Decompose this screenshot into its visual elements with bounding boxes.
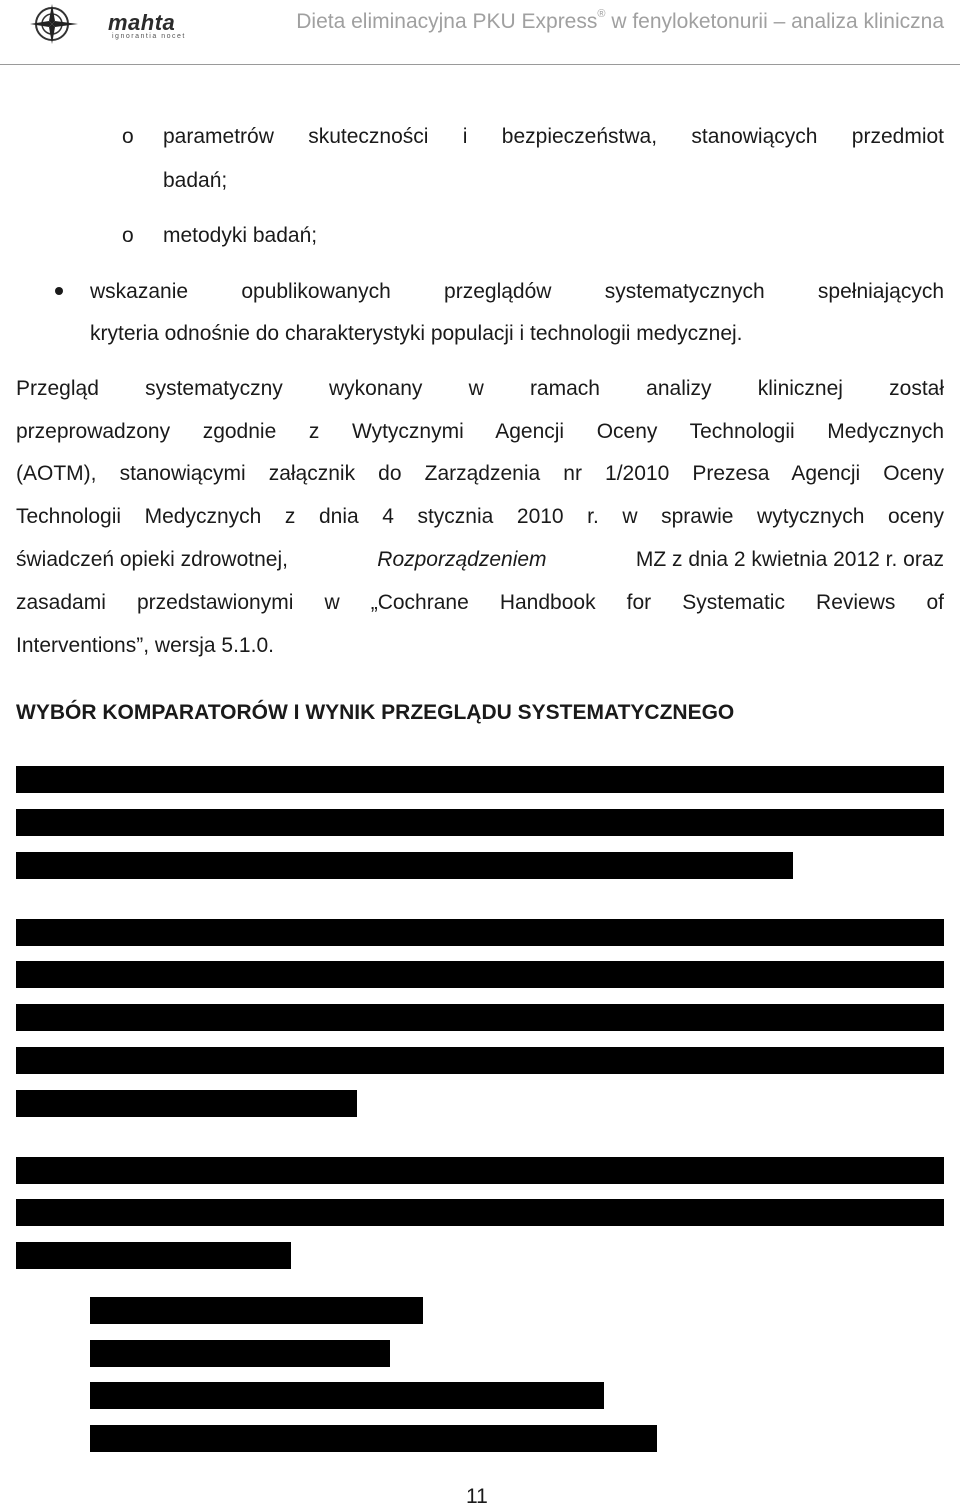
- paragraph-line-4: Technologii Medycznych z dnia 4 stycznia 2010 r. w sprawie wytycznych oceny: [16, 505, 944, 528]
- redacted-line: [16, 1090, 357, 1117]
- redacted-line: [16, 1242, 291, 1269]
- paragraph-line-5-start: świadczeń opieki zdrowotnej,: [16, 548, 288, 571]
- sub-list-marker: o: [122, 224, 134, 247]
- running-title-part1: Dieta eliminacyjna PKU Express: [296, 10, 598, 33]
- redacted-line: [16, 852, 793, 879]
- redacted-line: [16, 1047, 944, 1074]
- redacted-line: [16, 1157, 944, 1184]
- sub-list-item-1-line-1: parametrów skuteczności i bezpieczeństwa, stanowiących przedmiot: [163, 125, 944, 148]
- paragraph-line-5-end: MZ z dnia 2 kwietnia 2012 r. oraz: [635, 548, 944, 571]
- redacted-line: [90, 1382, 604, 1409]
- bullet-marker: [55, 287, 63, 295]
- redacted-line: [16, 961, 944, 988]
- redacted-line: [90, 1425, 657, 1452]
- sub-list-item-1-line-2: badań;: [163, 169, 228, 192]
- redacted-line: [16, 1199, 944, 1226]
- paragraph-line-5: [16, 549, 944, 570]
- bullet-item-line-2: kryteria odnośnie do charakterystyki populacji i technologii medycznej.: [90, 322, 743, 345]
- compass-logo-icon: [26, 4, 86, 44]
- redacted-line: [16, 809, 944, 836]
- redacted-line: [16, 766, 944, 793]
- section-heading: WYBÓR KOMPARATORÓW I WYNIK PRZEGLĄDU SYSTEMATYCZNEGO: [16, 701, 735, 724]
- paragraph-line-3: (AOTM), stanowiącymi załącznik do Zarządzenia nr 1/2010 Prezesa Agencji Oceny: [16, 462, 944, 485]
- sub-list-marker: o: [122, 125, 134, 148]
- redacted-line: [16, 919, 944, 946]
- redacted-line: [90, 1340, 390, 1367]
- paragraph-line-5-italic: Rozporządzeniem: [377, 548, 547, 571]
- sub-list-item-2: metodyki badań;: [163, 224, 318, 247]
- page-number: 11: [466, 1485, 488, 1508]
- paragraph-line-2: przeprowadzony zgodnie z Wytycznymi Agencji Oceny Technologii Medycznych: [16, 420, 944, 443]
- registered-mark: ®: [597, 8, 606, 20]
- paragraph-line-7: Interventions”, wersja 5.1.0.: [16, 634, 274, 657]
- paragraph-line-1: Przegląd systematyczny wykonany w ramach analizy klinicznej został: [16, 377, 944, 400]
- page-header: [0, 0, 960, 64]
- running-title-part2: w fenyloketonurii – analiza kliniczna: [605, 10, 944, 33]
- document-running-title: [296, 10, 944, 34]
- paragraph-line-6: zasadami przedstawionymi w „Cochrane Handbook for Systematic Reviews of: [16, 591, 944, 614]
- bullet-item-line-1: wskazanie opublikowanych przeglądów systematycznych spełniających: [90, 280, 944, 303]
- logo-tagline: ignorantia nocet: [112, 33, 186, 40]
- redacted-line: [16, 1004, 944, 1031]
- header-divider: [0, 64, 960, 65]
- logo-wordmark: mahta: [108, 10, 176, 35]
- redacted-line: [90, 1297, 423, 1324]
- mahta-logo: [26, 4, 196, 42]
